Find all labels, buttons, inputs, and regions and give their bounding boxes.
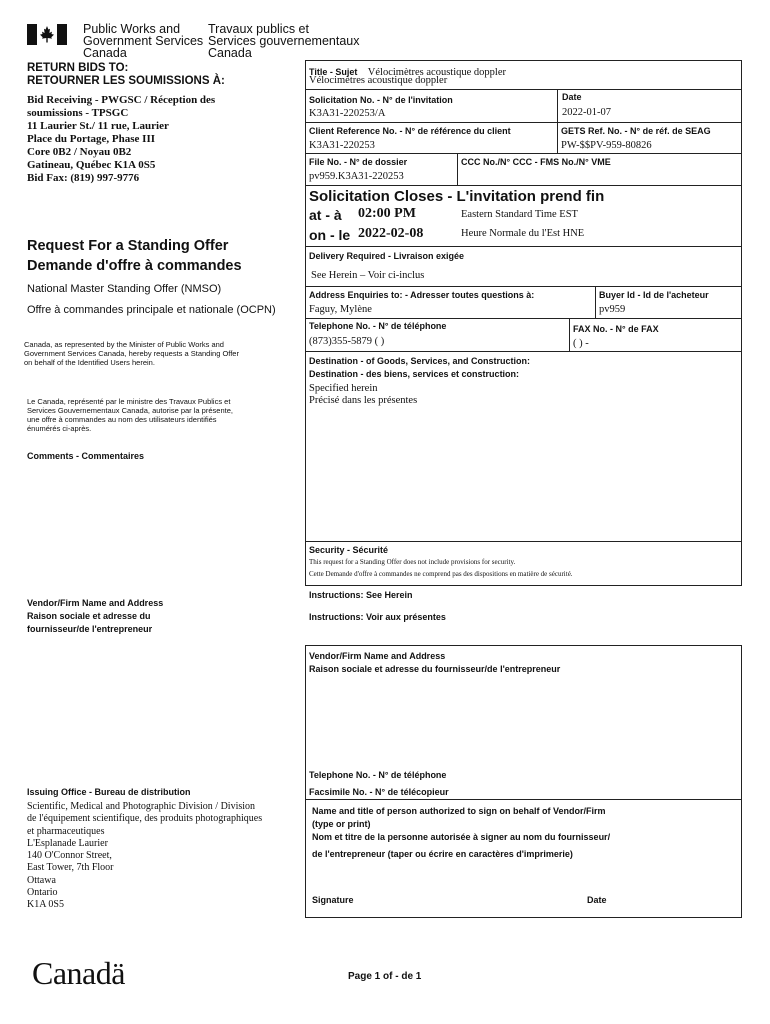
authorized-person-label: Name and title of person authorized to sign on behalf of Vendor/Firm (type or print) Nom et titre de la personne autorisée à signer au nom du fournisseur/ de l'entrepreneur (taper ou écrire en caractères d'imprimerie) [312, 806, 611, 859]
canada-wordmark: Canadä [32, 955, 125, 991]
signature-label: Signature [312, 895, 354, 905]
instructions-en: Instructions: See Herein [309, 590, 413, 600]
timezone-fr: Heure Normale du l'Est HNE [461, 228, 585, 239]
fax-value: ( ) - [573, 338, 589, 349]
closes-date: 2022-02-08 [358, 226, 424, 241]
comments-label: Comments - Commentaires [27, 451, 145, 461]
delivery-label: Delivery Required - Livraison exigée [309, 251, 465, 261]
solicitation-no-value: K3A31-220253/A [309, 108, 386, 119]
timezone-en: Eastern Standard Time EST [461, 209, 578, 220]
fax-label: FAX No. - N° de FAX [573, 324, 659, 334]
closes-title: Solicitation Closes - L'invitation prend fin [309, 188, 605, 205]
client-ref-value: K3A31-220253 [309, 140, 375, 151]
gets-ref-value: PW-$$PV-959-80826 [561, 140, 652, 151]
request-title: Request For a Standing Offer Demande d'offre à commandes [27, 238, 242, 274]
vendor-signature-box [305, 645, 742, 918]
vendor-telephone-label: Telephone No. - N° de téléphone [309, 770, 447, 780]
buyer-id-value: pv959 [599, 304, 626, 315]
destination-value-fr: Précisé dans les présentes [309, 395, 418, 406]
vendor-box-label-fr: Raison sociale et adresse du fournisseur/de l'entrepreneur [309, 664, 561, 674]
buyer-id-label: Buyer Id - Id de l'acheteur [599, 290, 709, 300]
vendor-box-label-en: Vendor/Firm Name and Address [309, 651, 446, 661]
request-text-fr: Le Canada, représenté par le ministre des Travaux Publics et Services Gouvernementaux Canada, autorise par la présente, une offre à commandes au nom des utilisateurs identifiés énumérés ci-après. [27, 397, 233, 433]
vendor-left-label: Vendor/Firm Name and Address Raison sociale et adresse du fournisseur/de l'entrepreneur [27, 598, 164, 634]
canada-flag-icon [27, 24, 67, 45]
department-name-fr: Travaux publics et Services gouvernementaux Canada [208, 22, 360, 60]
telephone-label: Telephone No. - N° de téléphone [309, 321, 447, 331]
file-no-label: File No. - N° de dossier [309, 157, 408, 167]
return-bids-address: Bid Receiving - PWGSC / Réception des soumissions - TPSGC 11 Laurier St./ 11 rue, Laurier Place du Portage, Phase III Core 0B2 / Noyau 0B2 Gatineau, Québec K1A 0S5 Bid Fax: (819) 997-9776 [27, 94, 216, 184]
department-name-en: Public Works and Government Services Canada [83, 22, 204, 60]
enquiries-value: Faguy, Mylène [309, 304, 372, 315]
telephone-value: (873)355-5879 ( ) [309, 336, 385, 347]
date-value: 2022-01-07 [562, 107, 611, 118]
closes-at-label: at - à [309, 207, 342, 223]
date-label: Date [562, 92, 582, 102]
closes-time: 02:00 PM [358, 206, 416, 221]
ccc-no-label: CCC No./N° CCC - FMS No./N° VME [461, 157, 611, 167]
closes-on-label: on - le [309, 227, 351, 243]
issuing-office-address: Scientific, Medical and Photographic Division / Division de l'équipement scientifique, des produits photographiques et pharmaceutiques L'Esplanade Laurier 140 O'Connor Street, East Tower, 7th Floor Ottawa Ontario K1A 0S5 [27, 801, 263, 911]
request-text-en: Canada, as represented by the Minister of Public Works and Government Services Canada, hereby requests a Standing Offer on behalf of the Identified Users herein. [24, 340, 239, 367]
destination-label-en: Destination - of Goods, Services, and Construction: [309, 356, 531, 366]
destination-label-fr: Destination - des biens, services et construction: [309, 369, 520, 379]
security-text-en: This request for a Standing Offer does not include provisions for security. [309, 558, 516, 566]
security-text-fr: Cette Demande d'offre à commandes ne comprend pas des dispositions en matière de sécurité. [309, 570, 573, 578]
page-number: Page 1 of - de 1 [348, 971, 422, 982]
destination-value-en: Specified herein [309, 383, 378, 394]
file-no-value: pv959.K3A31-220253 [309, 171, 404, 182]
solicitation-no-label: Solicitation No. - N° de l'invitation [309, 95, 453, 105]
request-type-fr: Offre à commandes principale et nationale (OCPN) [27, 304, 276, 316]
vendor-fax-label: Facsimile No. - N° de télécopieur [309, 787, 449, 797]
gets-ref-label: GETS Ref. No. - N° de réf. de SEAG [561, 126, 711, 136]
security-label: Security - Sécurité [309, 545, 389, 555]
request-type-en: National Master Standing Offer (NMSO) [27, 283, 222, 295]
issuing-office-label: Issuing Office - Bureau de distribution [27, 787, 191, 797]
instructions-fr: Instructions: Voir aux présentes [309, 612, 446, 622]
maple-leaf-icon [39, 24, 55, 45]
delivery-value: See Herein – Voir ci-inclus [311, 270, 425, 281]
enquiries-label: Address Enquiries to: - Adresser toutes questions à: [309, 290, 535, 300]
title-value-fr: Vélocimètres acoustique doppler [309, 75, 448, 86]
signature-date-label: Date [587, 895, 607, 905]
title-field: Title - Sujet Vélocimètres acoustique doppler [309, 67, 506, 78]
return-bids-title: RETURN BIDS TO: RETOURNER LES SOUMISSIONS À: [27, 62, 225, 87]
client-ref-label: Client Reference No. - N° de référence du client [309, 126, 511, 136]
